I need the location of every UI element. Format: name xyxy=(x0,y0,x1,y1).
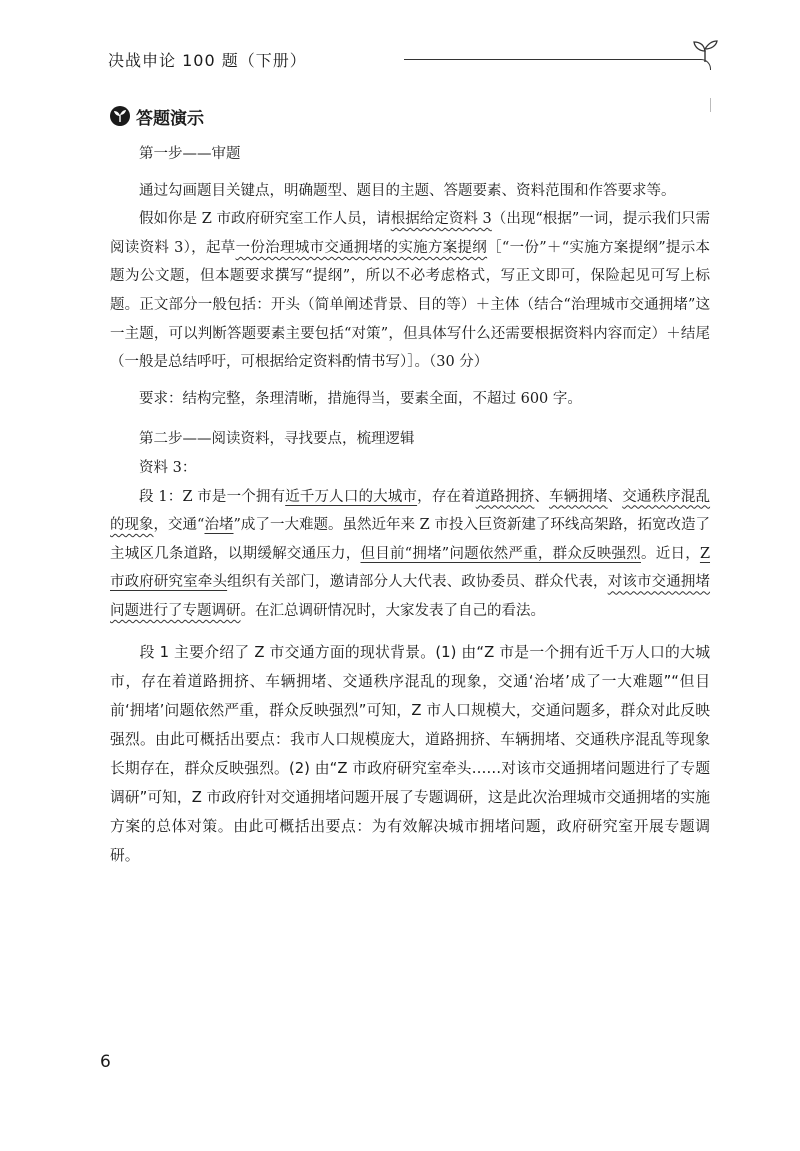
scan-mark xyxy=(710,98,711,112)
running-header xyxy=(108,44,718,74)
material-label: 资料 3： xyxy=(139,459,197,476)
page-body xyxy=(110,140,710,870)
page-number: 6 xyxy=(100,1052,111,1072)
sprout-icon xyxy=(692,40,718,62)
step2-title: 第二步——阅读资料，寻找要点，梳理逻辑 xyxy=(139,431,415,448)
section-title: 答题演示 xyxy=(136,108,204,129)
analysis-paragraph: 段 1 主要介绍了 Z 市交通方面的现状背景。(1) 由“Z 市是一个拥有近千万人口的大城市，存在着道路拥挤、车辆拥堵、交通秩序混乱的现象，交通‘治堵’成了一大难题”“但目前‘拥堵’问题依然严重，群众反映强烈”可知，Z 市人口规模大，交通问题多，群众对此反映强烈。由此可概括出要点：我市人口规模庞大，道路拥挤、车辆拥堵、交通秩序混乱等现象长期存在，群众反映强烈。(2) 由“Z 市政府研究室牵头……对该市交通拥堵问题进行了专题调研”可知，Z 市政府针对交通拥堵问题开展了专题调研，这是此次治理城市交通拥堵的实施方案的总体对策。由此可概括出要点：为有效解决城市拥堵问题，政府研究室开展专题调研。 xyxy=(110,643,710,864)
book-title: 决战申论 100 题（下册） xyxy=(108,51,307,70)
header-rule xyxy=(404,59,690,60)
question-paragraph: 假如你是 Z 市政府研究室工作人员，请根据给定资料 3（出现“根据”一词，提示我们只需阅读资料 3），起草一份治理城市交通拥堵的实施方案提纲［“一份”＋“实施方案提纲”提示本题为公文题，但本题要求撰写“提纲”，所以不必考虑格式，写正文即可，保险起见可写上标题。正文部分一般包括：开头（简单阐述背景、目的等）＋主体（结合“治理城市交通拥堵”这一主题，可以判断答题要素主要包括“对策”，但具体写什么还需要根据资料内容而定）＋结尾（一般是总结呼吁，可根据给定资料酌情书写）］。（30 分） xyxy=(110,211,711,371)
step1-title: 第一步——审题 xyxy=(139,146,241,162)
leaf-badge-icon xyxy=(110,106,130,126)
material-paragraph-1: 段 1：Z 市是一个拥有近千万人口的大城市，存在着道路拥挤、车辆拥堵、交通秩序混乱的现象，交通“治堵”成了一大难题。虽然近年来 Z 市投入巨资新建了环线高架路，拓宽改造了主城区几条道路，以期缓解交通压力，但目前“拥堵”问题依然严重，群众反映强烈。近日，Z 市政府研究室牵头组织有关部门，邀请部分人大代表、政协委员、群众代表，对该市交通拥堵问题进行了专题调研。在汇总调研情况时，大家发表了自己的看法。 xyxy=(110,488,711,619)
requirement: 要求：结构完整，条理清晰，措施得当，要素全面，不超过 600 字。 xyxy=(139,390,582,407)
step1-intro: 通过勾画题目关键点，明确题型、题目的主题、答题要素、资料范围和作答要求等。 xyxy=(139,182,676,199)
section-heading xyxy=(110,104,204,128)
